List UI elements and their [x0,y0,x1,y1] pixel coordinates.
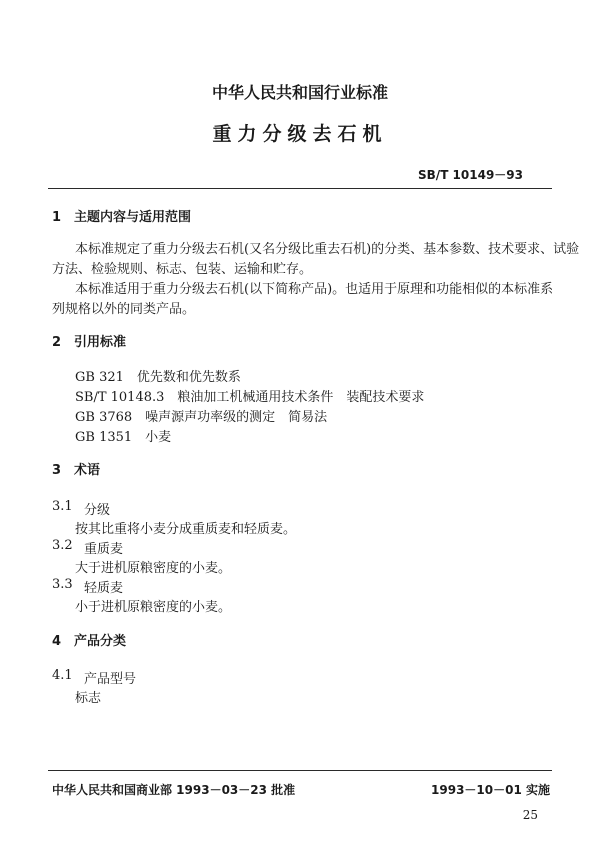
footer-rule [48,770,552,771]
term-number: 3.1 [52,499,73,514]
subsection-number: 4.1 [52,668,73,683]
section-4-heading: 4 产品分类 [52,634,127,649]
section-3-heading: 3 术语 [52,463,101,478]
subsection-text: 标志 [75,691,102,706]
term-number: 3.3 [52,577,73,592]
subsection-title: 产品型号 [84,672,137,687]
reference-item: GB 3768 噪声源声功率级的测定 简易法 [75,410,328,425]
reference-item: SB/T 10148.3 粮油加工机械通用技术条件 装配技术要求 [75,390,425,405]
section-1-paragraph-1-line-2: 方法、检验规则、标志、包装、运输和贮存。 [52,262,313,277]
reference-item: GB 321 优先数和优先数系 [75,370,241,385]
term-name: 轻质麦 [84,581,124,596]
term-definition: 小于进机原粮密度的小麦。 [75,600,232,615]
standard-code: SB/T 10149－93 [418,168,523,182]
page-number: 25 [522,808,538,822]
header-rule [48,188,552,189]
term-number: 3.2 [52,538,73,553]
section-1-paragraph-1-line-1: 本标准规定了重力分级去石机(又名分级比重去石机)的分类、基本参数、技术要求、试验 [75,242,580,257]
term-definition: 大于进机原粮密度的小麦。 [75,561,232,576]
section-1-paragraph-2-line-1: 本标准适用于重力分级去石机(以下简称产品)。也适用于原理和功能相似的本标准系 [75,282,554,297]
reference-item: GB 1351 小麦 [75,430,172,445]
term-definition: 按其比重将小麦分成重质麦和轻质麦。 [75,522,297,537]
implementation-date: 1993－10－01 实施 [431,783,550,797]
term-name: 重质麦 [84,542,124,557]
section-1-heading: 1 主题内容与适用范围 [52,210,192,225]
document-title: 重力分级去石机 [212,123,388,145]
approval-info: 中华人民共和国商业部 1993－03－23 批准 [52,783,296,797]
standard-category: 中华人民共和国行业标准 [211,83,388,102]
term-name: 分级 [84,503,111,518]
section-1-paragraph-2-line-2: 列规格以外的同类产品。 [52,302,196,317]
section-2-heading: 2 引用标准 [52,335,127,350]
